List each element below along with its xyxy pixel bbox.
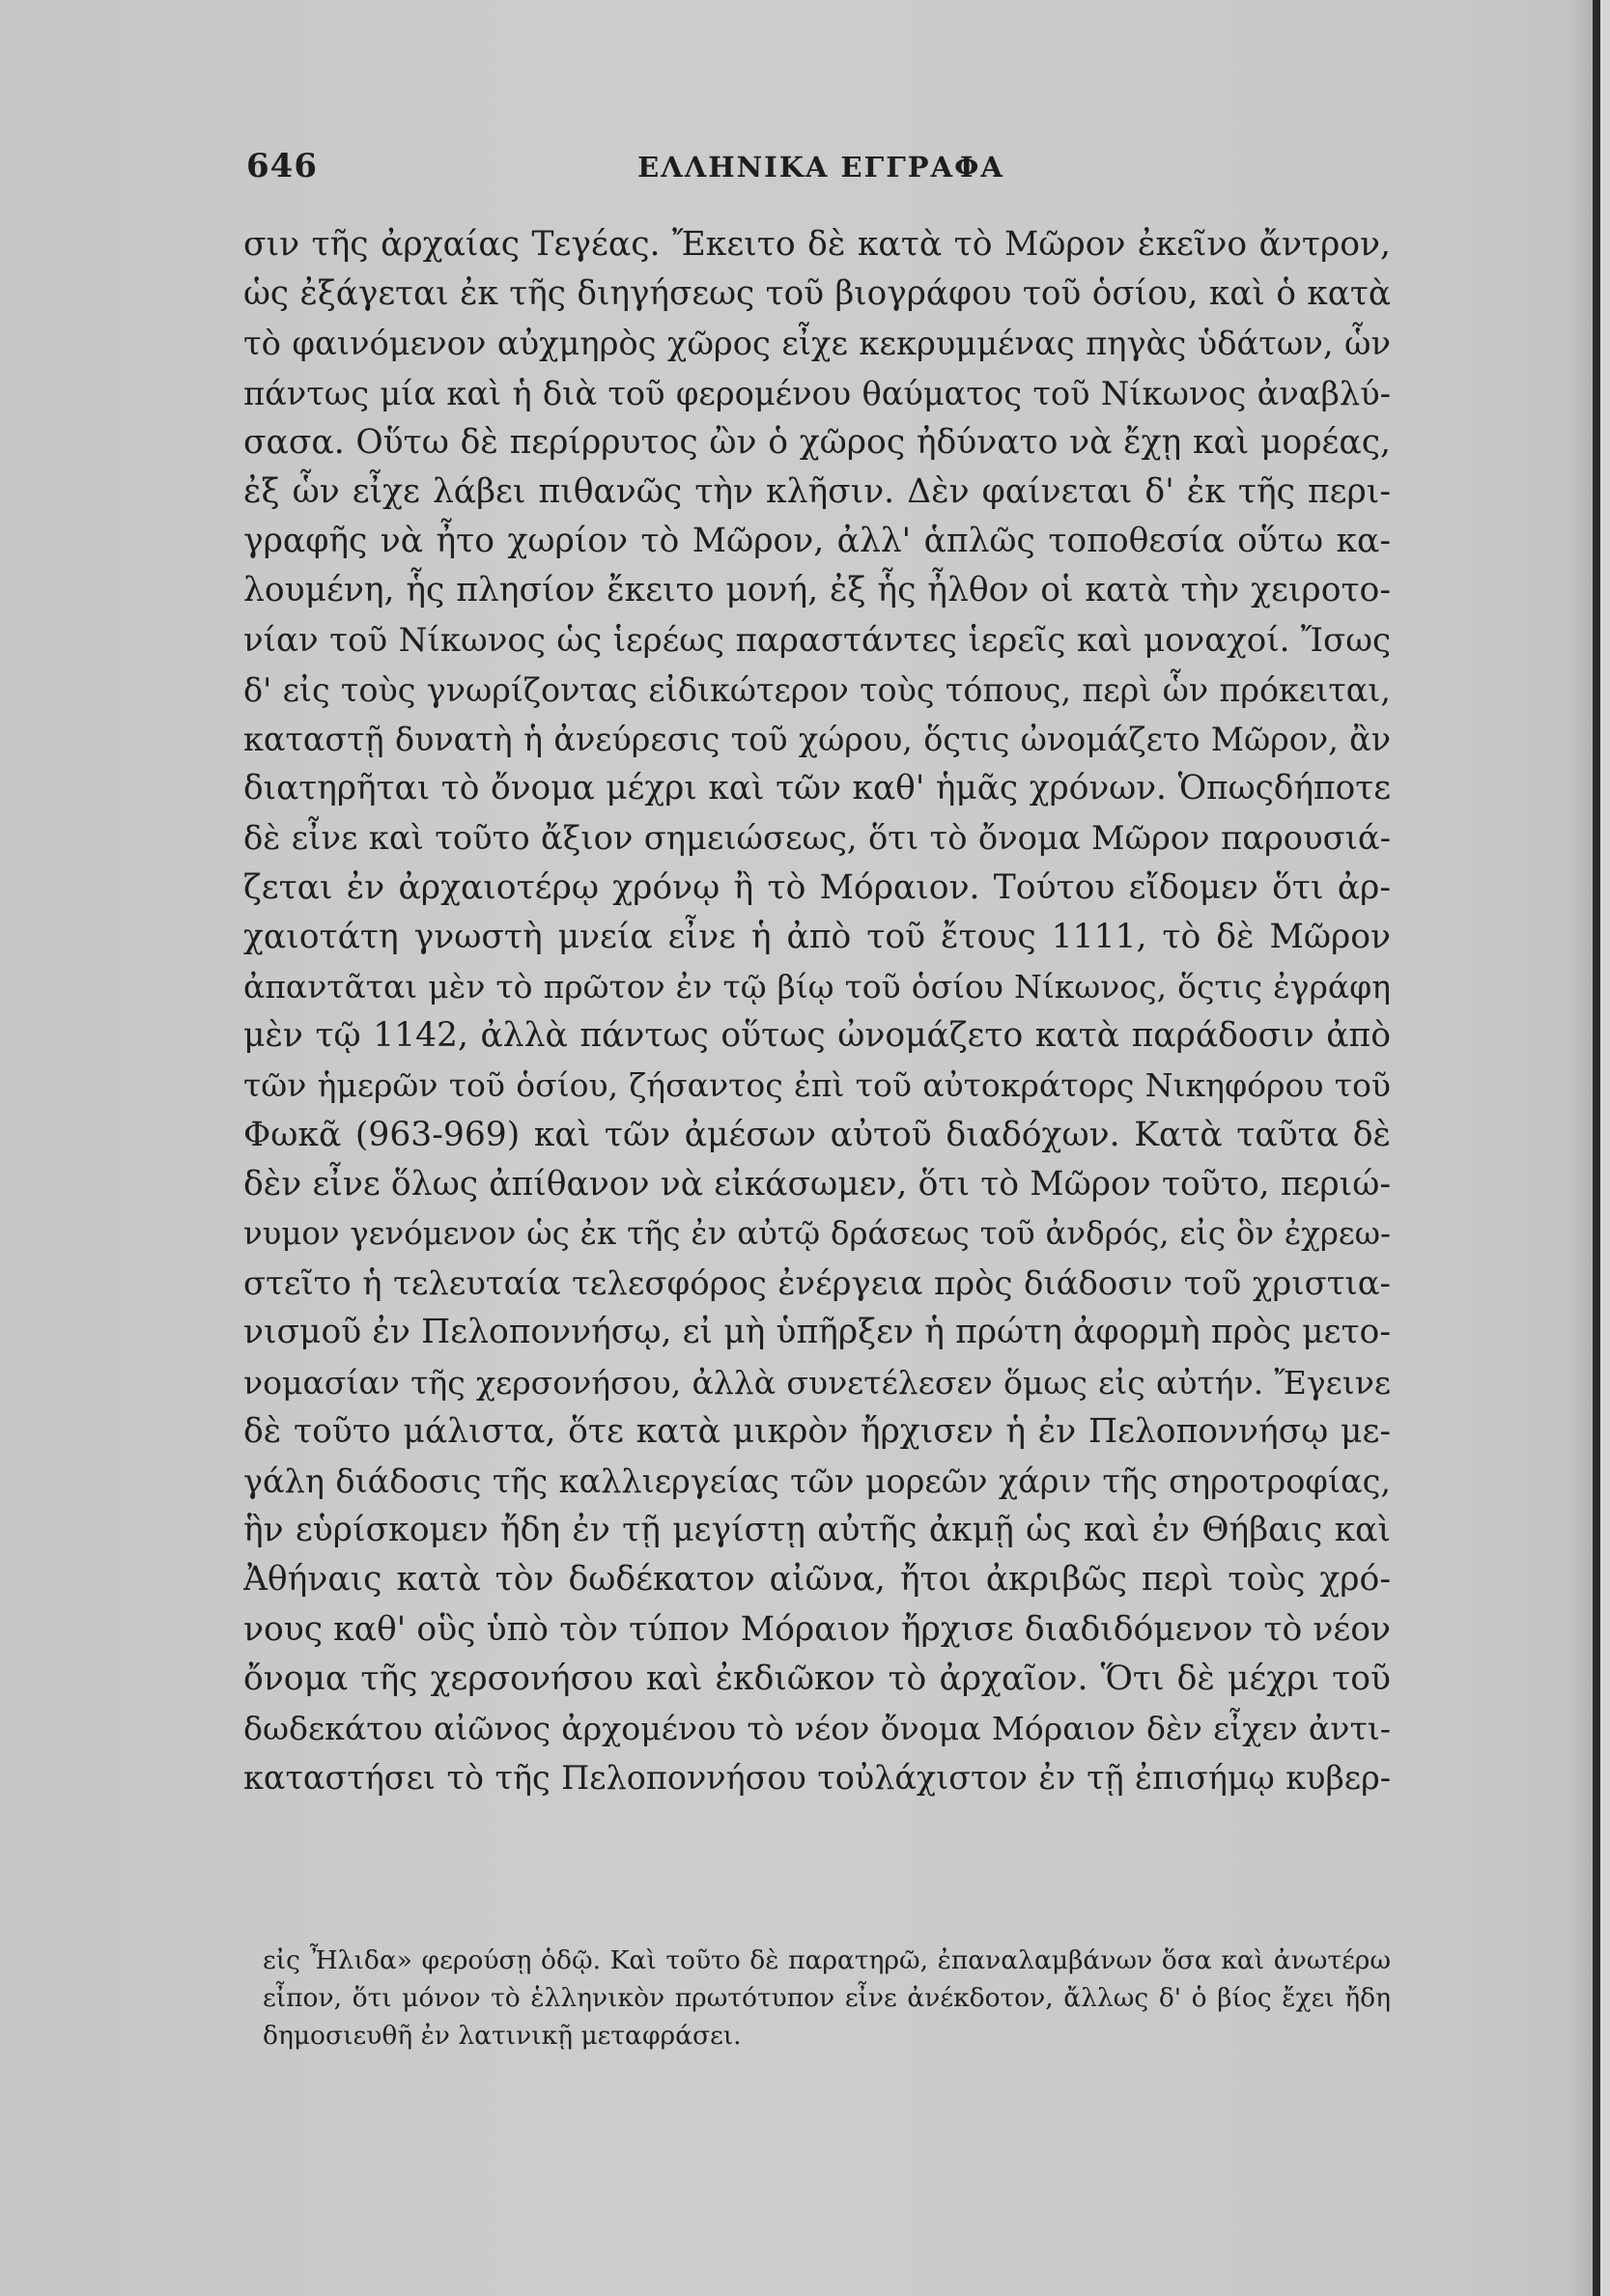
text-line: ζεται ἐν ἀρχαιοτέρῳ χρόνῳ ἢ τὸ Μόραιον. Τούτου εἴδομεν ὅτι ἀρ- (243, 867, 1391, 907)
text-line: δὲ εἶνε καὶ τοῦτο ἄξιον σημειώσεως, ὅτι τὸ ὄνομα Μῶρον παρουσιά- (243, 819, 1391, 858)
page-edge-dark (1593, 0, 1600, 2296)
text-line: δὲ τοῦτο μάλιστα, ὅτε κατὰ μικρὸν ἤρχισεν ἡ ἐν Πελοποννήσῳ με- (243, 1411, 1391, 1451)
text-line: νους καθ' οὓς ὑπὸ τὸν τύπον Μόραιον ἤρχισε διαδιδόμενον τὸ νέον (243, 1609, 1391, 1649)
text-line: διατηρῆται τὸ ὄνομα μέχρι καὶ τῶν καθ' ἡμᾶς χρόνων. Ὁπωςδήποτε (243, 769, 1391, 808)
text-line: γραφῆς νὰ ἦτο χωρίον τὸ Μῶρον, ἀλλ' ἁπλῶς τοποθεσία οὕτω κα- (243, 522, 1391, 561)
binding-shadow (1569, 0, 1593, 2296)
text-line: δωδεκάτου αἰῶνος ἀρχομένου τὸ νέον ὄνομα Μόραιον δὲν εἶχεν ἀντι- (243, 1710, 1391, 1748)
text-line: ἐξ ὧν εἶχε λάβει πιθανῶς τὴν κλῆσιν. Δὲν φαίνεται δ' ἐκ τῆς περι- (243, 472, 1391, 512)
text-line: νισμοῦ ἐν Πελοποννήσῳ, εἰ μὴ ὑπῆρξεν ἡ πρώτη ἀφορμὴ πρὸς μετο- (243, 1313, 1391, 1352)
text-line: σασα. Οὕτω δὲ περίρρυτος ὢν ὁ χῶρος ἠδύνατο νὰ ἔχῃ καὶ μορέας, (243, 422, 1391, 462)
text-line: Ἀθήναις κατὰ τὸν δωδέκατον αἰῶνα, ἤτοι ἀκριβῶς περὶ τοὺς χρό- (243, 1560, 1391, 1600)
text-line: καταστῇ δυνατὴ ἡ ἀνεύρεσις τοῦ χώρου, ὅςτις ὠνομάζετο Μῶρον, ἂν (243, 721, 1391, 759)
text-line: δὲν εἶνε ὅλως ἀπίθανον νὰ εἰκάσωμεν, ὅτι τὸ Μῶρον τοῦτο, περιώ- (243, 1164, 1391, 1204)
footnote-line: δημοσιευθῆ ἐν λατινικῇ μεταφράσει. (263, 2021, 742, 2051)
text-line: ὡς ἐξάγεται ἐκ τῆς διηγήσεως τοῦ βιογράφου τοῦ ὁσίου, καὶ ὁ κατὰ (243, 274, 1391, 314)
footnotes (263, 1942, 1391, 2055)
running-head (246, 147, 1396, 195)
footnote-line: εἰς Ἦλιδα» φερούσῃ ὁδῷ. Καὶ τοῦτο δὲ παρατηρῶ, ἐπαναλαμβάνων ὅσα καὶ ἀνωτέρω (263, 1945, 1391, 1975)
text-line: μὲν τῷ 1142, ἀλλὰ πάντως οὕτως ὠνομάζετο κατὰ παράδοσιν ἀπὸ (243, 1016, 1391, 1056)
footnote-line: εἶπον, ὅτι μόνον τὸ ἑλληνικὸν πρωτότυπον εἶνε ἀνέκδοτον, ἄλλως δ' ὁ βίος ἔχει ἤδη (263, 1983, 1391, 2013)
text-line: ἀπαντᾶται μὲν τὸ πρῶτον ἐν τῷ βίῳ τοῦ ὁσίου Νίκωνος, ὅςτις ἐγράφη (243, 968, 1391, 1006)
text-line: νυμον γενόμενον ὡς ἐκ τῆς ἐν αὐτῷ δράσεως τοῦ ἀνδρός, εἰς ὃν ἐχρεω- (243, 1215, 1391, 1253)
text-line: ἣν εὑρίσκομεν ἤδη ἐν τῇ μεγίστῃ αὐτῆς ἀκμῇ ὡς καὶ ἐν Θήβαις καὶ (243, 1511, 1391, 1550)
text-line: δ' εἰς τοὺς γνωρίζοντας εἰδικώτερον τοὺς τόπους, περὶ ὧν πρόκειται, (243, 670, 1391, 709)
text-line: τῶν ἡμερῶν τοῦ ὁσίου, ζήσαντος ἐπὶ τοῦ αὐτοκράτορς Νικηφόρου τοῦ (243, 1066, 1391, 1105)
text-line: σιν τῆς ἀρχαίας Τεγέας. Ἔκειτο δὲ κατὰ τὸ Μῶρον ἐκεῖνο ἄντρον, (243, 225, 1391, 264)
running-title: ΕΛΛΗΝΙΚΑ ΕΓΓΡΑΦΑ (637, 151, 1004, 184)
text-line: καταστήσει τὸ τῆς Πελοποννήσου τοὐλάχιστον ἐν τῇ ἐπισήμῳ κυβερ- (243, 1759, 1391, 1798)
text-line: λουμένη, ἧς πλησίον ἔκειτο μονή, ἐξ ἧς ἦλθον οἱ κατὰ τὴν χειροτο- (243, 571, 1391, 610)
text-line: στεῖτο ἡ τελευταία τελεσφόρος ἐνέργεια πρὸς διάδοσιν τοῦ χριστια- (243, 1264, 1391, 1303)
text-line: πάντως μία καὶ ἡ διὰ τοῦ φερομένου θαύματος τοῦ Νίκωνος ἀναβλύ- (243, 374, 1391, 412)
text-line: ὄνομα τῆς χερσονήσου καὶ ἐκδιῶκον τὸ ἀρχαῖον. Ὅτι δὲ μέχρι τοῦ (243, 1658, 1391, 1698)
page-edge-light (1600, 0, 1610, 2296)
body-text (243, 220, 1391, 1803)
text-line: χαιοτάτη γνωστὴ μνεία εἶνε ἡ ἀπὸ τοῦ ἔτους 1111, τὸ δὲ Μῶρον (243, 917, 1391, 956)
text-line: Φωκᾶ (963-969) καὶ τῶν ἀμέσων αὐτοῦ διαδόχων. Κατὰ ταῦτα δὲ (243, 1115, 1391, 1154)
text-line: νομασίαν τῆς χερσονήσου, ἀλλὰ συνετέλεσεν ὅμως εἰς αὐτήν. Ἔγεινε (243, 1363, 1391, 1402)
text-line: νίαν τοῦ Νίκωνος ὡς ἱερέως παραστάντες ἱερεῖς καὶ μοναχοί. Ἴσως (243, 620, 1391, 660)
page-number: 646 (246, 147, 318, 185)
text-line: γάλη διάδοσις τῆς καλλιεργείας τῶν μορεῶν χάριν τῆς σηροτροφίας, (243, 1462, 1391, 1501)
text-line: τὸ φαινόμενον αὐχμηρὸς χῶρος εἶχε κεκρυμμένας πηγὰς ὑδάτων, ὧν (243, 325, 1391, 363)
